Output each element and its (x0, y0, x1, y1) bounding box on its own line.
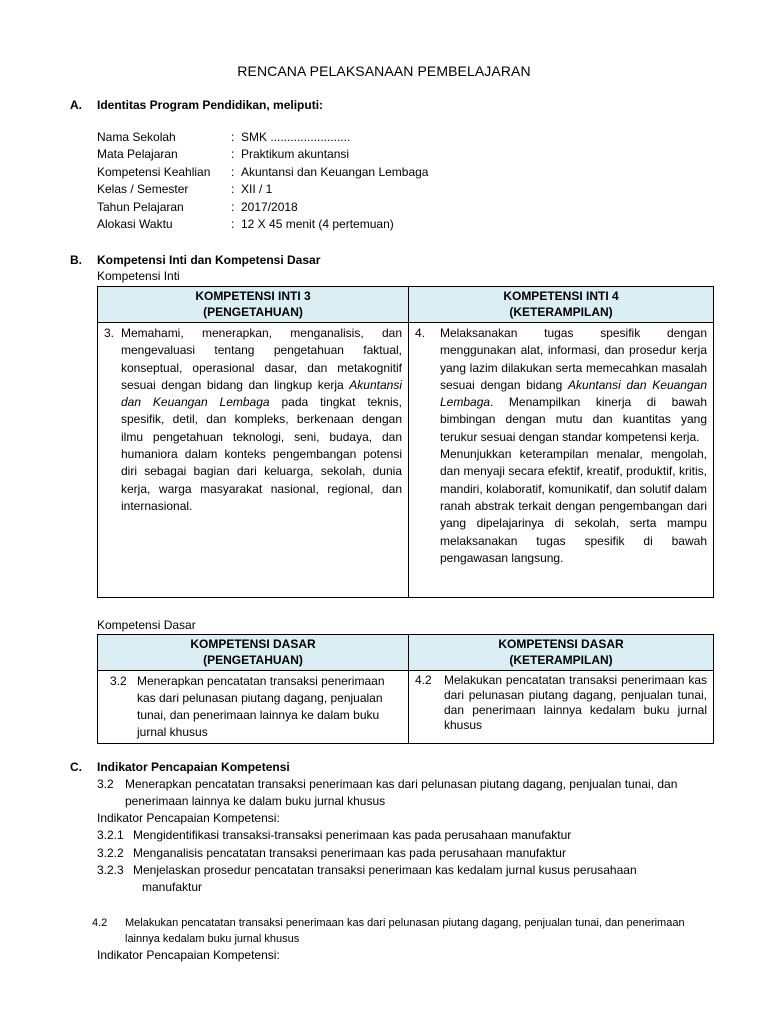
identity-label: Alokasi Waktu (97, 216, 173, 231)
indicator-text: manufaktur (142, 880, 203, 894)
identity-row (97, 216, 428, 233)
identity-label: Nama Sekolah (97, 130, 176, 144)
indicator-number: 3.2.2 (97, 846, 124, 860)
ki3-cell (98, 323, 409, 598)
kd4-cell (409, 671, 714, 744)
header-line: KOMPETENSI DASAR (190, 637, 316, 651)
identity-value: SMK ........................ (241, 130, 351, 144)
ki4-cell (409, 323, 714, 598)
kd3-number: 3.2 (97, 777, 114, 791)
identity-colon: : (231, 147, 235, 162)
header-line: KOMPETENSI INTI 3 (195, 289, 311, 303)
identity-label: Tahun Pelajaran (97, 199, 184, 214)
kd4-header (409, 635, 714, 671)
table-row (98, 323, 714, 598)
ki3-header (98, 287, 409, 323)
table-row (98, 671, 714, 744)
indicator-text: Menganalisis pencatatan transaksi penerimaan kas pada perusahaan manufaktur (133, 846, 566, 860)
header-line: KOMPETENSI DASAR (498, 637, 624, 651)
kd4-number: 4.2 (92, 917, 108, 929)
ki4-text: Melaksanakan tugas spesifik dengan menggunakan alat, informasi, dan prosedur kerja yang lazim dilakukan serta memecahkan masalah sesuai dengan bidang Akuntansi dan Keuangan Lembaga. Menampilkan kinerja di bawah bimbingan dengan mutu dan kuantitas yang terukur sesuai dengan standar kompetensi kerja. Menunjukkan keterampilan menalar, mengolah, dan menyaji secara efektif, kreatif, produktif, kritis, mandiri, kolaboratif, komunikatif, dan solutif dalam ranah abstrak terkait dengan pengembangan dari yang dipelajarinya di sekolah, serta mampu melaksanakan tugas spesifik di bawah pengawasan langsung. (440, 325, 707, 567)
section-b-title: Kompetensi Inti dan Kompetensi Dasar (97, 253, 321, 267)
indicator-number: 3.2.1 (97, 828, 124, 842)
document-title: RENCANA PELAKSANAAN PEMBELAJARAN (237, 63, 531, 79)
item-number: 4. (415, 326, 426, 340)
kd3-line: penerimaan lainnya ke dalam buku jurnal khusus (125, 794, 386, 808)
kd3-cell (98, 671, 409, 744)
kd4-line: Melakukan pencatatan transaksi penerimaan kas dari pelunasan piutang dagang, penjualan tunai, dan penerimaan (125, 917, 685, 929)
kd-caption: Kompetensi Dasar (97, 618, 196, 632)
header-line: KOMPETENSI INTI 4 (503, 289, 619, 303)
table-header-row (98, 635, 714, 671)
identity-value: XII / 1 (241, 182, 273, 197)
item-number: 3.2 (110, 674, 127, 688)
indicator-label: Indikator Pencapaian Kompetensi: (97, 948, 280, 962)
identity-colon: : (231, 130, 235, 144)
ki-caption: Kompetensi Inti (97, 269, 180, 283)
header-line: (PENGETAHUAN) (203, 653, 303, 667)
identity-colon: : (231, 199, 235, 214)
identity-value: Akuntansi dan Keuangan Lembaga (241, 164, 429, 179)
section-b-letter: B. (70, 253, 82, 267)
item-number: 3. (104, 326, 115, 340)
section-c-title: Indikator Pencapaian Kompetensi (97, 760, 290, 774)
kd4-line: lainnya kedalam buku jurnal khusus (125, 933, 300, 945)
identity-value: 2017/2018 (241, 199, 298, 214)
header-line: (PENGETAHUAN) (203, 305, 303, 319)
indicator-text: Menjelaskan prosedur pencatatan transaksi penerimaan kas kedalam jurnal kusus perusahaan (133, 863, 637, 877)
kd3-line: Menerapkan pencatatan transaksi penerimaan kas dari pelunasan piutang dagang, penjualan tunai, dan (125, 777, 678, 791)
ki4-header (409, 287, 714, 323)
kd3-header (98, 635, 409, 671)
identity-value: Praktikum akuntansi (241, 147, 350, 162)
indicator-number: 3.2.3 (97, 863, 124, 877)
kompetensi-inti-table (97, 286, 714, 598)
identity-row (97, 146, 428, 163)
identity-table (97, 129, 428, 233)
kd3-text: Menerapkan pencatatan transaksi penerimaan kas dari pelunasan piutang dagang, penjualan tunai, dan penerimaan lainnya ke dalam buku jurnal khusus (137, 674, 385, 739)
identity-row (97, 164, 428, 181)
identity-label: Kompetensi Keahlian (97, 164, 211, 179)
section-a-title: Identitas Program Pendidikan, meliputi: (97, 98, 324, 112)
item-number: 4.2 (415, 673, 432, 687)
identity-label: Kelas / Semester (97, 182, 189, 197)
ki3-text: Memahami, menerapkan, menganalisis, dan mengevaluasi tentang pengetahuan faktual, konseptual, operasional dasar, dan metakognitif sesuai dengan bidang dan lingkup kerja Akuntansi dan Keuangan Lembaga pada tingkat teknis, spesifik, detil, dan kompleks, berkenaan dengan ilmu pengetahuan teknologi, seni, budaya, dan humaniora dalam konteks pengembangan potensi diri sebagai bagian dari keluarga, sekolah, dunia kerja, warga masyarakat nasional, regional, dan internasional. (121, 326, 402, 513)
ki4-paragraph-2: Menunjukkan keterampilan menalar, mengolah, dan menyaji secara efektif, kreatif, produktif, kritis, mandiri, kolaboratif, komunikatif, dan solutif dalam ranah abstrak terkait dengan pengembangan dari yang dipelajarinya di sekolah, serta mampu melaksanakan tugas spesifik di bawah pengawasan langsung. (440, 447, 707, 565)
section-c-letter: C. (70, 760, 82, 774)
identity-row (97, 181, 428, 198)
kd4-text: Melakukan pencatatan transaksi penerimaan kas dari pelunasan piutang dagang, penjualan tunai, dan penerimaan lainnya kedalam buku jurnal khusus (444, 673, 707, 732)
identity-row (97, 129, 428, 146)
indicator-label: Indikator Pencapaian Kompetensi: (97, 811, 280, 825)
header-line: (KETERAMPILAN) (509, 305, 613, 319)
header-line: (KETERAMPILAN) (509, 653, 613, 667)
section-a-letter: A. (70, 98, 82, 112)
identity-row (97, 199, 428, 216)
table-header-row (98, 287, 714, 323)
identity-value: 12 X 45 menit (4 pertemuan) (241, 216, 394, 231)
identity-label: Mata Pelajaran (97, 147, 178, 162)
indicator-text: Mengidentifikasi transaksi-transaksi penerimaan kas pada perusahaan manufaktur (133, 828, 572, 842)
kompetensi-dasar-table (97, 634, 714, 744)
identity-colon: : (231, 164, 235, 179)
identity-colon: : (231, 182, 235, 197)
identity-colon: : (231, 216, 235, 231)
